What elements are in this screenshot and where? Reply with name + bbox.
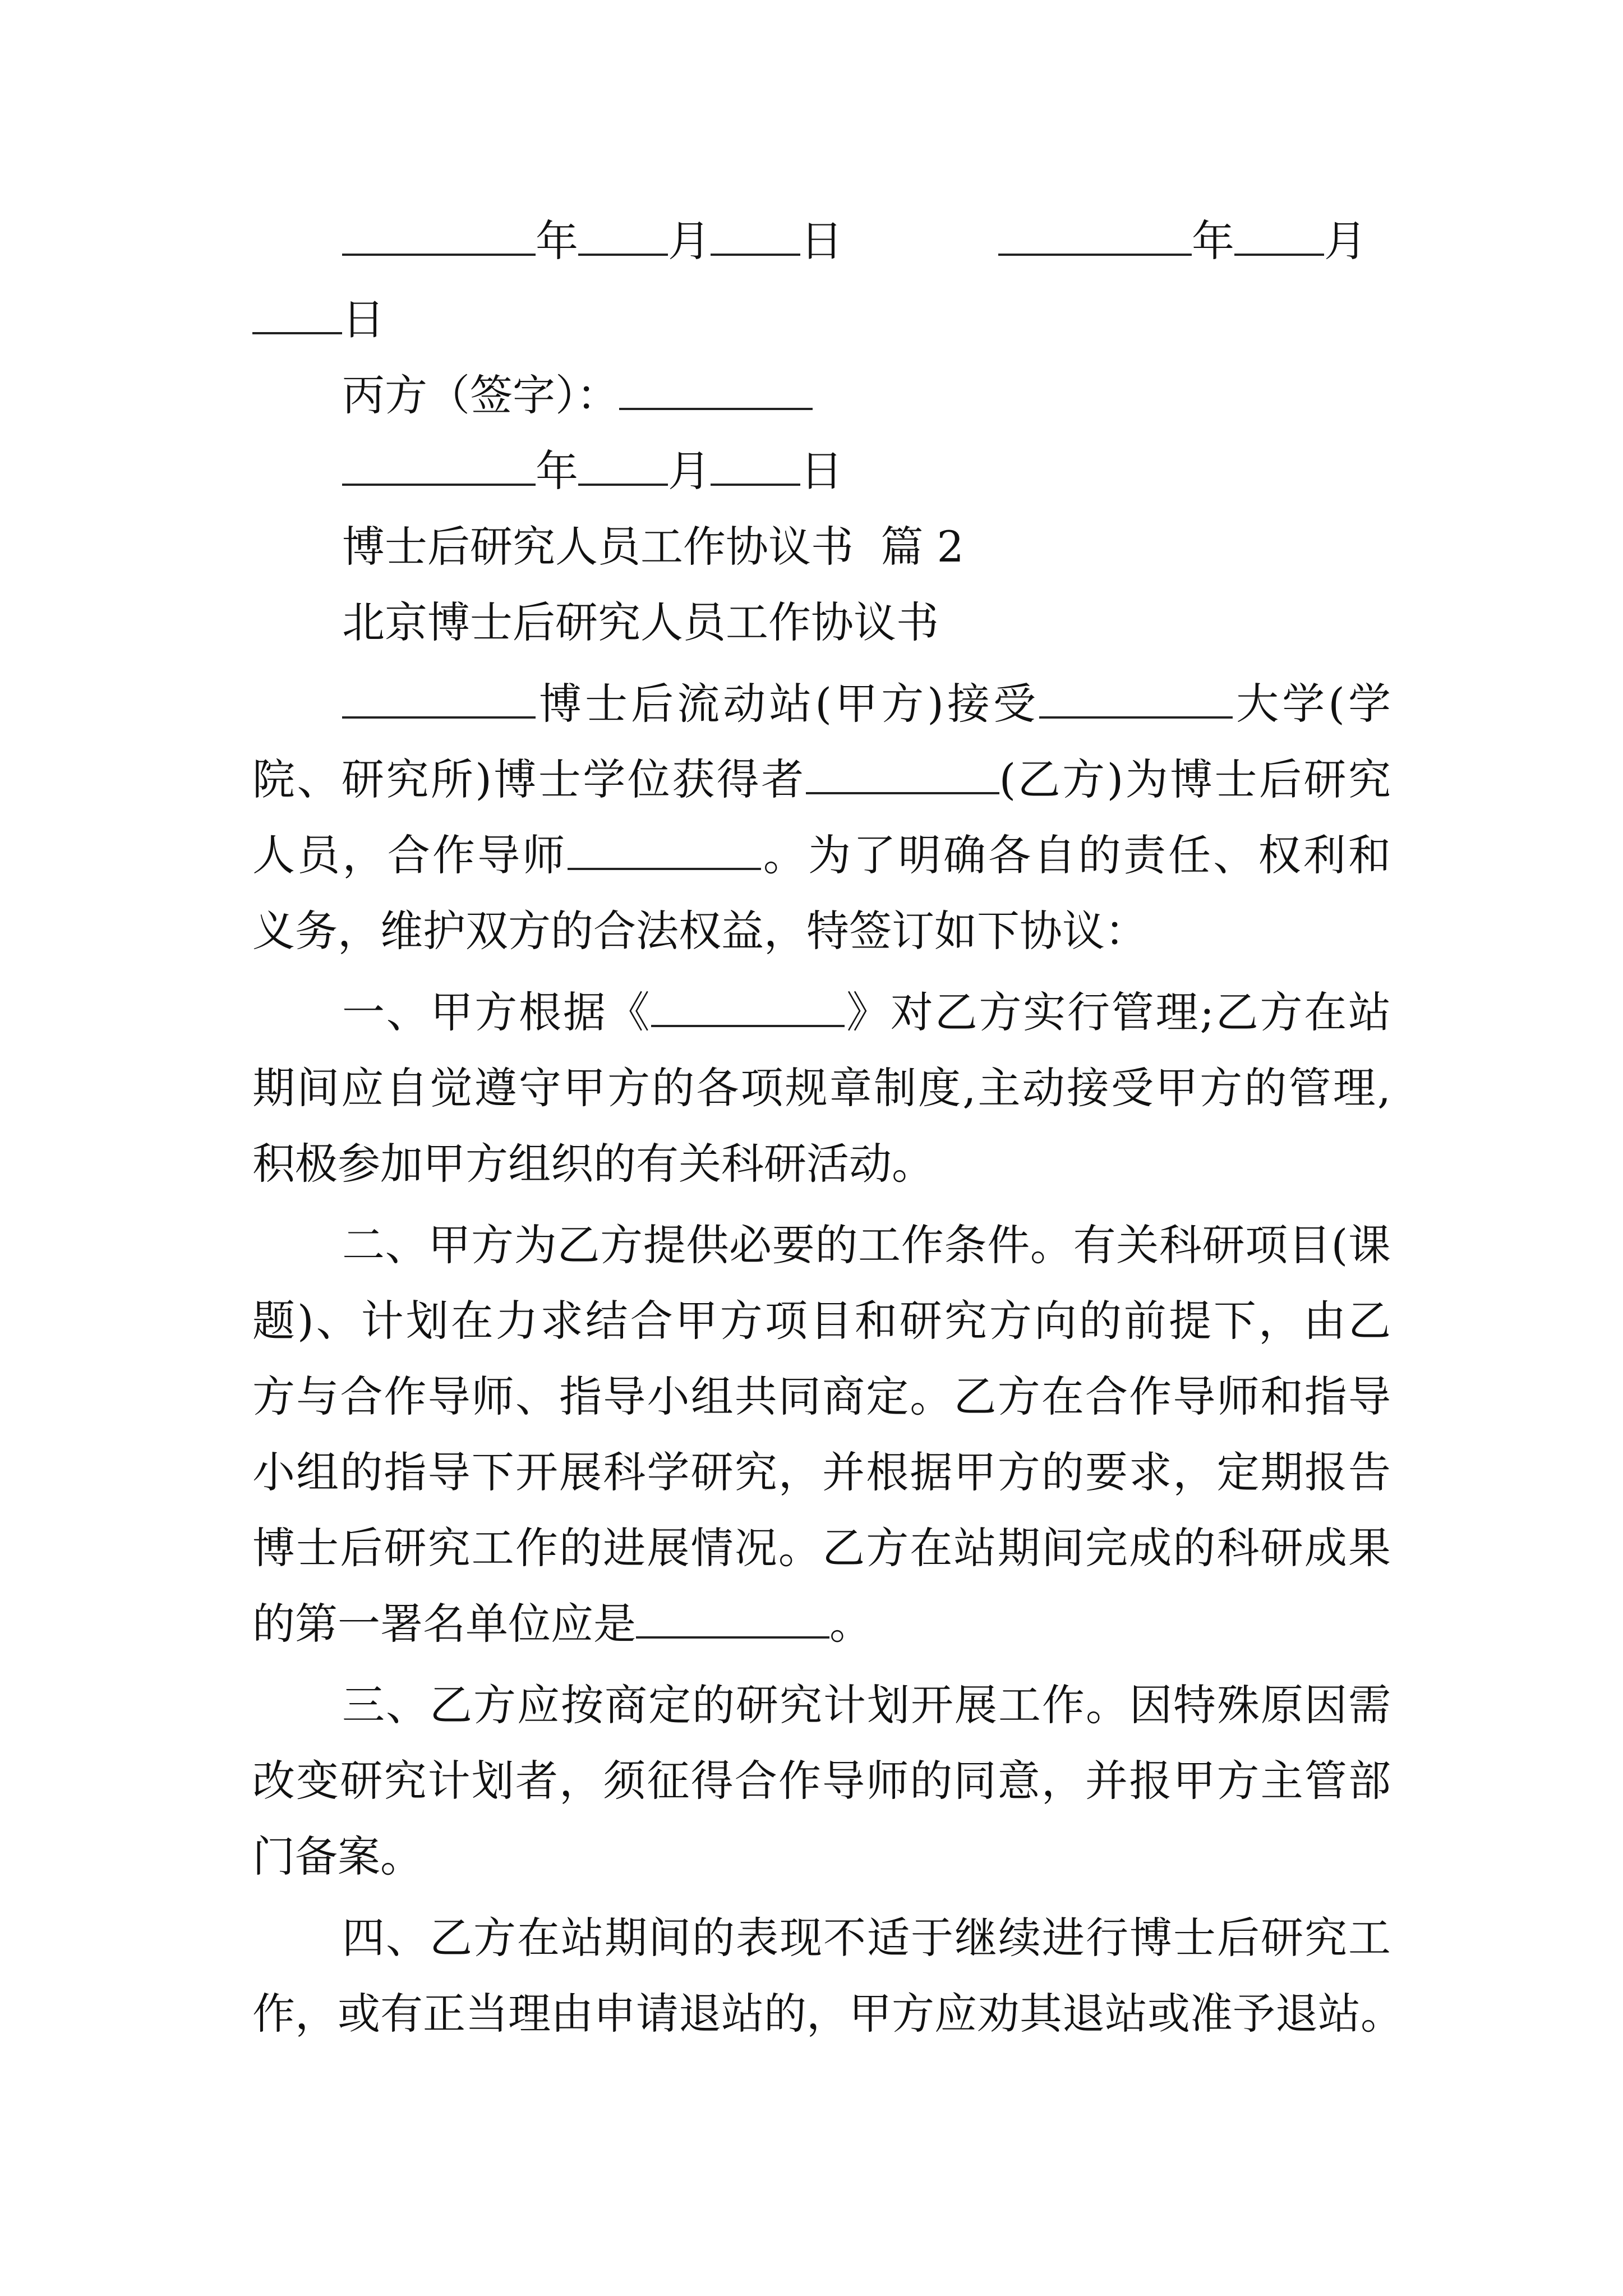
clause-text: 。: [829, 1599, 872, 1649]
clause-3-line-1: 三、乙方应按商定的研究计划开展工作。因特殊原因需: [342, 1680, 1391, 1730]
intro-text: 。为了明确各自的责任、权利和: [760, 830, 1391, 880]
intro-line-4: 义务，维护双方的合法权益，特签订如下协议：: [252, 906, 1147, 956]
section-title: 博士后研究人员工作协议书 篇 2: [342, 522, 964, 572]
clause-3-line-3: 门备案。: [252, 1832, 423, 1881]
affiliation-blank[interactable]: [636, 1597, 829, 1639]
regulation-blank[interactable]: [651, 986, 845, 1027]
day-label: 日: [800, 216, 843, 266]
date-line-1: [342, 213, 843, 269]
year-blank[interactable]: [342, 444, 536, 486]
month-blank[interactable]: [578, 444, 668, 486]
month-blank[interactable]: [578, 214, 668, 256]
year-blank[interactable]: [342, 214, 536, 256]
clause-text: 的第一署名单位应是: [252, 1599, 636, 1649]
month-label: 月: [1324, 216, 1367, 266]
clause-3-line-2: 改变研究计划者，须征得合作导师的同意，并报甲方主管部: [252, 1756, 1391, 1806]
clause-text: 一、甲方根据《: [342, 987, 652, 1037]
day-blank[interactable]: [252, 293, 342, 334]
clause-text: 》对乙方实行管理;乙方在站: [845, 987, 1391, 1037]
advisor-blank[interactable]: [568, 829, 761, 870]
clause-2-line-6: [252, 1596, 872, 1652]
intro-text: 院、研究所)博士学位获得者: [252, 754, 806, 804]
university-blank[interactable]: [1039, 677, 1233, 719]
day-label: 日: [800, 446, 843, 496]
clause-4-line-2: 作，或有正当理由申请退站的，甲方应劝其退站或准予退站。: [252, 1989, 1403, 2039]
day-blank[interactable]: [711, 444, 800, 486]
intro-text: 人员，合作导师: [252, 830, 568, 880]
month-label: 月: [668, 216, 711, 266]
date-line-2: [342, 443, 843, 499]
intro-text: (乙方)为博士后研究: [999, 754, 1391, 804]
clause-2-line-5: 博士后研究工作的进展情况。乙方在站期间完成的科研成果: [252, 1523, 1391, 1573]
month-blank[interactable]: [1234, 214, 1324, 256]
clause-1-line-1: [342, 984, 1391, 1041]
intro-line-2: [252, 752, 1391, 808]
clause-1-line-3: 积极参加甲方组织的有关科研活动。: [252, 1139, 934, 1189]
date-line-1-right: [998, 213, 1367, 269]
clause-4-line-1: 四、乙方在站期间的表现不适于继续进行博士后研究工: [342, 1913, 1391, 1963]
intro-text: 博士后流动站(甲方)接受: [536, 679, 1040, 729]
degree-holder-blank[interactable]: [806, 753, 999, 794]
clause-2-line-3: 方与合作导师、指导小组共同商定。乙方在合作导师和指导: [252, 1372, 1391, 1421]
station-blank[interactable]: [342, 677, 536, 719]
month-label: 月: [668, 446, 711, 496]
day-blank[interactable]: [711, 214, 800, 256]
intro-text: 大学(学: [1233, 679, 1391, 729]
year-blank[interactable]: [998, 214, 1192, 256]
year-label: 年: [1192, 216, 1234, 266]
party-c-signature-line: [342, 367, 813, 424]
document-title: 北京博士后研究人员工作协议书: [342, 597, 939, 647]
party-c-label: 丙方（签字）：: [342, 370, 619, 420]
date-line-1-day: [252, 292, 385, 348]
day-label: 日: [342, 295, 385, 344]
clause-2-line-2: 题)、计划在力求结合甲方项目和研究方向的前提下，由乙: [252, 1296, 1391, 1346]
year-label: 年: [536, 216, 578, 266]
clause-2-line-1: 二、甲方为乙方提供必要的工作条件。有关科研项目(课: [342, 1220, 1391, 1270]
year-label: 年: [536, 446, 578, 496]
intro-line-1: [342, 676, 1391, 732]
intro-line-3: [252, 827, 1391, 884]
clause-1-line-2: 期间应自觉遵守甲方的各项规章制度,主动接受甲方的管理,: [252, 1063, 1391, 1113]
signature-blank[interactable]: [619, 369, 813, 410]
clause-2-line-4: 小组的指导下开展科学研究，并根据甲方的要求，定期报告: [252, 1447, 1391, 1497]
